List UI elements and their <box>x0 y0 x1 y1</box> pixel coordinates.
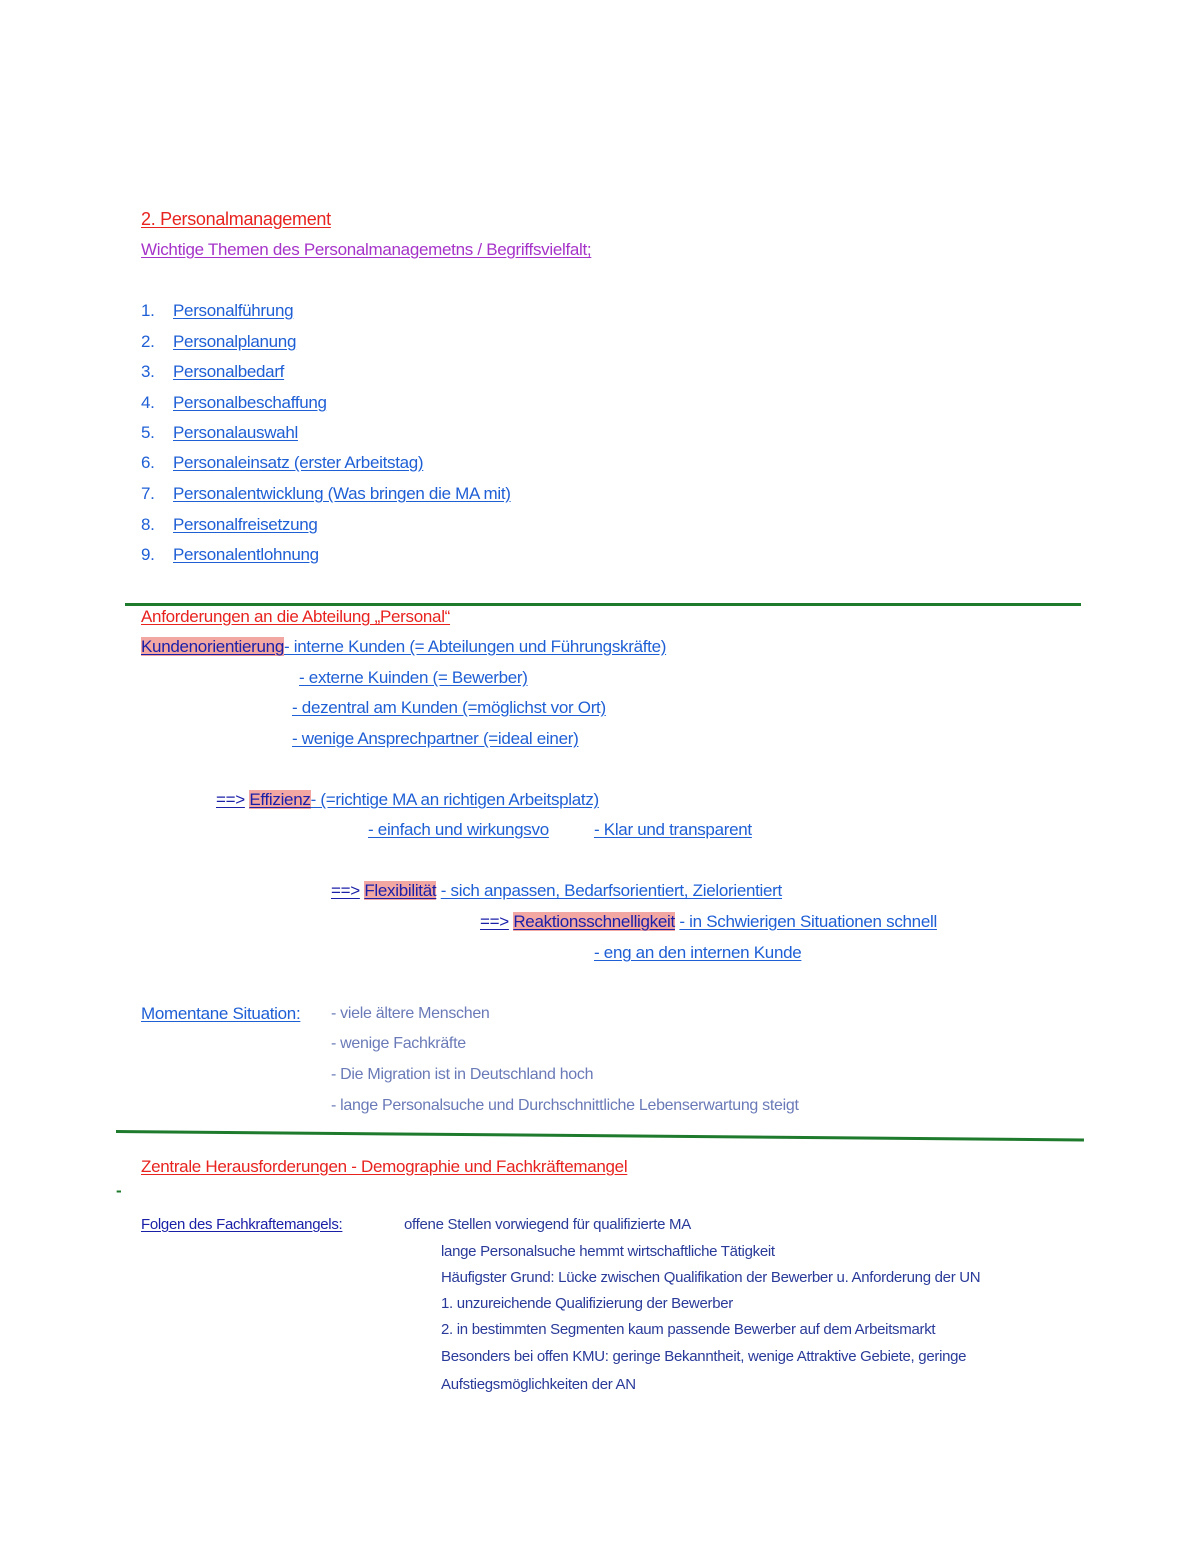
flexibility-text: - sich anpassen, Bedarfsorientiert, Zielorientiert <box>440 881 782 900</box>
efficiency-label: Effizienz <box>249 790 311 809</box>
divider <box>116 1130 1084 1141</box>
customer-line: - dezentral am Kunden (=möglichst vor Ort) <box>292 698 606 717</box>
situation-label: Momentane Situation: <box>141 1004 301 1023</box>
list-item: 8. Personalfreisetzung <box>141 515 318 534</box>
consequence-line: 2. in bestimmten Segmenten kaum passende Bewerber auf dem Arbeitsmarkt <box>441 1321 936 1338</box>
consequence-line: offene Stellen vorwiegend für qualifizierte MA <box>404 1216 691 1233</box>
reaction-sub: - eng an den internen Kunde <box>594 943 802 962</box>
topic-link[interactable]: Personalbeschaffung <box>173 393 327 412</box>
requirements-heading: Anforderungen an die Abteilung „Personal“ <box>141 607 451 626</box>
section-title: 2. Personalmanagement <box>141 209 331 229</box>
list-item: 9. Personalentlohnung <box>141 545 319 564</box>
consequence-line: 1. unzureichende Qualifizierung der Bewerber <box>441 1295 733 1312</box>
topic-link[interactable]: Personalplanung <box>173 332 297 351</box>
list-item: 4. Personalbeschaffung <box>141 393 327 412</box>
topic-link[interactable]: Personalführung <box>173 301 294 320</box>
arrow-icon: ==> <box>331 881 360 900</box>
bullet-mark: - <box>116 1181 122 1200</box>
customer-orientation-row <box>141 637 666 657</box>
arrow-icon: ==> <box>480 912 509 931</box>
situation-line: - viele ältere Menschen <box>331 1005 490 1022</box>
topic-link[interactable]: Personalentwicklung (Was bringen die MA mit) <box>173 484 511 503</box>
list-item: 6. Personaleinsatz (erster Arbeitstag) <box>141 453 424 472</box>
customer-orientation-label: Kundenorientierung <box>141 637 284 656</box>
arrow-icon: ==> <box>216 790 245 809</box>
flexibility-label: Flexibilität <box>364 881 437 900</box>
efficiency-row <box>216 790 599 810</box>
topic-link[interactable]: Personaleinsatz (erster Arbeitstag) <box>173 453 424 472</box>
topic-link[interactable]: Personalbedarf <box>173 362 285 381</box>
customer-line: - wenige Ansprechpartner (=ideal einer) <box>292 729 579 748</box>
consequence-line: Besonders bei offen KMU: geringe Bekanntheit, wenige Attraktive Gebiete, geringe <box>441 1348 967 1365</box>
customer-line: - interne Kunden (= Abteilungen und Führungskräfte) <box>284 637 667 656</box>
challenges-heading: Zentrale Herausforderungen - Demographie und Fachkräftemangel <box>141 1157 628 1176</box>
consequence-line: Aufstiegsmöglichkeiten der AN <box>441 1376 636 1393</box>
consequences-label: Folgen des Fachkraftemangels: <box>141 1216 343 1233</box>
consequence-line: lange Personalsuche hemmt wirtschaftliche Tätigkeit <box>441 1243 775 1260</box>
reaction-row <box>480 912 937 932</box>
situation-line: - lange Personalsuche und Durchschnittliche Lebenserwartung steigt <box>331 1097 799 1114</box>
list-item: 7. Personalentwicklung (Was bringen die MA mit) <box>141 484 511 503</box>
topic-link[interactable]: Personalauswahl <box>173 423 298 442</box>
flexibility-row <box>331 881 782 901</box>
efficiency-text: - (=richtige MA an richtigen Arbeitsplatz) <box>310 790 599 809</box>
efficiency-sub: - einfach und wirkungsvo <box>368 820 549 839</box>
consequence-line: Häufigster Grund: Lücke zwischen Qualifikation der Bewerber u. Anforderung der UN <box>441 1269 981 1286</box>
efficiency-sub: - Klar und transparent <box>594 820 752 839</box>
list-item: 3. Personalbedarf <box>141 362 285 381</box>
situation-line: - Die Migration ist in Deutschland hoch <box>331 1066 594 1083</box>
reaction-text: - in Schwierigen Situationen schnell <box>679 912 937 931</box>
topic-link[interactable]: Personalentlohnung <box>173 545 319 564</box>
list-item: 2. Personalplanung <box>141 332 297 351</box>
situation-line: - wenige Fachkräfte <box>331 1035 466 1052</box>
reaction-label: Reaktionsschnelligkeit <box>513 912 675 931</box>
divider <box>125 603 1081 606</box>
section-subtitle: Wichtige Themen des Personalmanagemetns / Begriffsvielfalt; <box>141 240 592 259</box>
topic-link[interactable]: Personalfreisetzung <box>173 515 318 534</box>
customer-line: - externe Kuinden (= Bewerber) <box>299 668 528 687</box>
list-item: 1. Personalführung <box>141 301 294 320</box>
list-item: 5. Personalauswahl <box>141 423 298 442</box>
